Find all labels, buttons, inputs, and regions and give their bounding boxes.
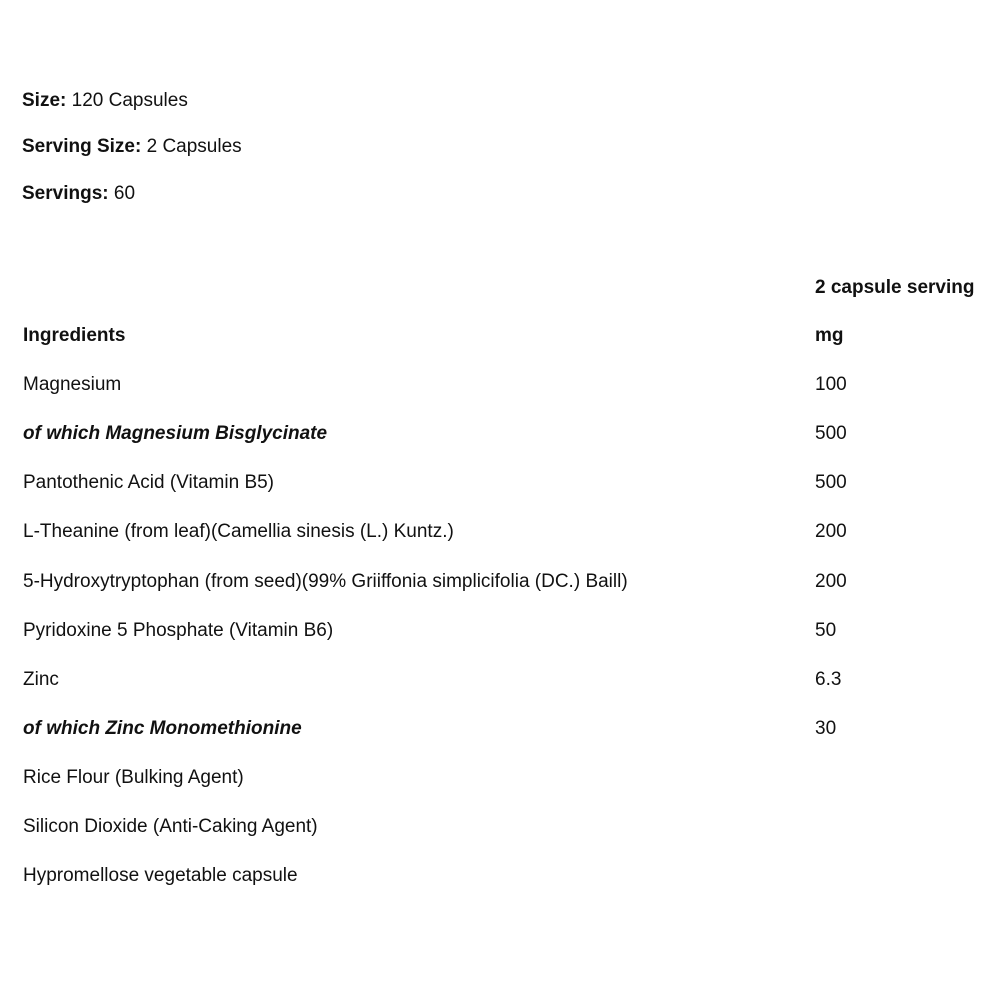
ingredient-row	[0, 422, 1000, 448]
ingredient-amount: 50	[815, 620, 837, 641]
ingredient-name: Rice Flour (Bulking Agent)	[23, 767, 244, 788]
ingredient-amount: 200	[815, 521, 847, 542]
size-value: 120 Capsules	[66, 90, 188, 111]
ingredient-row	[0, 373, 1000, 399]
ingredient-name: 5-Hydroxytryptophan (from seed)(99% Griiffonia simplicifolia (DC.) Baill)	[23, 571, 628, 592]
serving-size-line	[22, 135, 242, 159]
ingredient-name: Pantothenic Acid (Vitamin B5)	[23, 472, 275, 493]
ingredient-row	[0, 619, 1000, 645]
ingredient-row	[0, 471, 1000, 497]
ingredient-row	[0, 815, 1000, 841]
ingredient-name: Zinc	[23, 669, 59, 690]
ingredient-row	[0, 864, 1000, 890]
ingredient-row	[0, 717, 1000, 743]
serving-column-header: 2 capsule serving	[815, 277, 975, 298]
ingredient-row	[0, 766, 1000, 792]
ingredient-amount: 500	[815, 423, 847, 444]
ingredient-row	[0, 520, 1000, 546]
ingredient-amount: 100	[815, 374, 847, 395]
ingredient-amount: 6.3	[815, 669, 842, 690]
ingredient-row	[0, 668, 1000, 694]
ingredient-name: of which Zinc Monomethionine	[23, 718, 302, 739]
ingredients-header: Ingredients	[23, 325, 126, 346]
serving-size-label: Serving Size:	[22, 136, 142, 157]
ingredient-name: Hypromellose vegetable capsule	[23, 865, 298, 886]
ingredient-name: of which Magnesium Bisglycinate	[23, 423, 328, 444]
ingredient-amount: 500	[815, 472, 847, 493]
ingredient-name: Magnesium	[23, 374, 122, 395]
ingredient-name: L-Theanine (from leaf)(Camellia sinesis (L.) Kuntz.)	[23, 521, 454, 542]
servings-label: Servings:	[22, 183, 109, 204]
ingredient-amount: 30	[815, 718, 837, 739]
ingredient-name: Pyridoxine 5 Phosphate (Vitamin B6)	[23, 620, 334, 641]
serving-size-value: 2 Capsules	[141, 136, 242, 157]
ingredient-row	[0, 570, 1000, 596]
ingredient-name: Silicon Dioxide (Anti-Caking Agent)	[23, 816, 318, 837]
unit-header: mg	[815, 325, 844, 346]
ingredient-amount: 200	[815, 571, 847, 592]
servings-line	[22, 182, 135, 206]
size-line	[22, 89, 188, 113]
servings-value: 60	[108, 183, 136, 204]
size-label: Size:	[22, 90, 67, 111]
